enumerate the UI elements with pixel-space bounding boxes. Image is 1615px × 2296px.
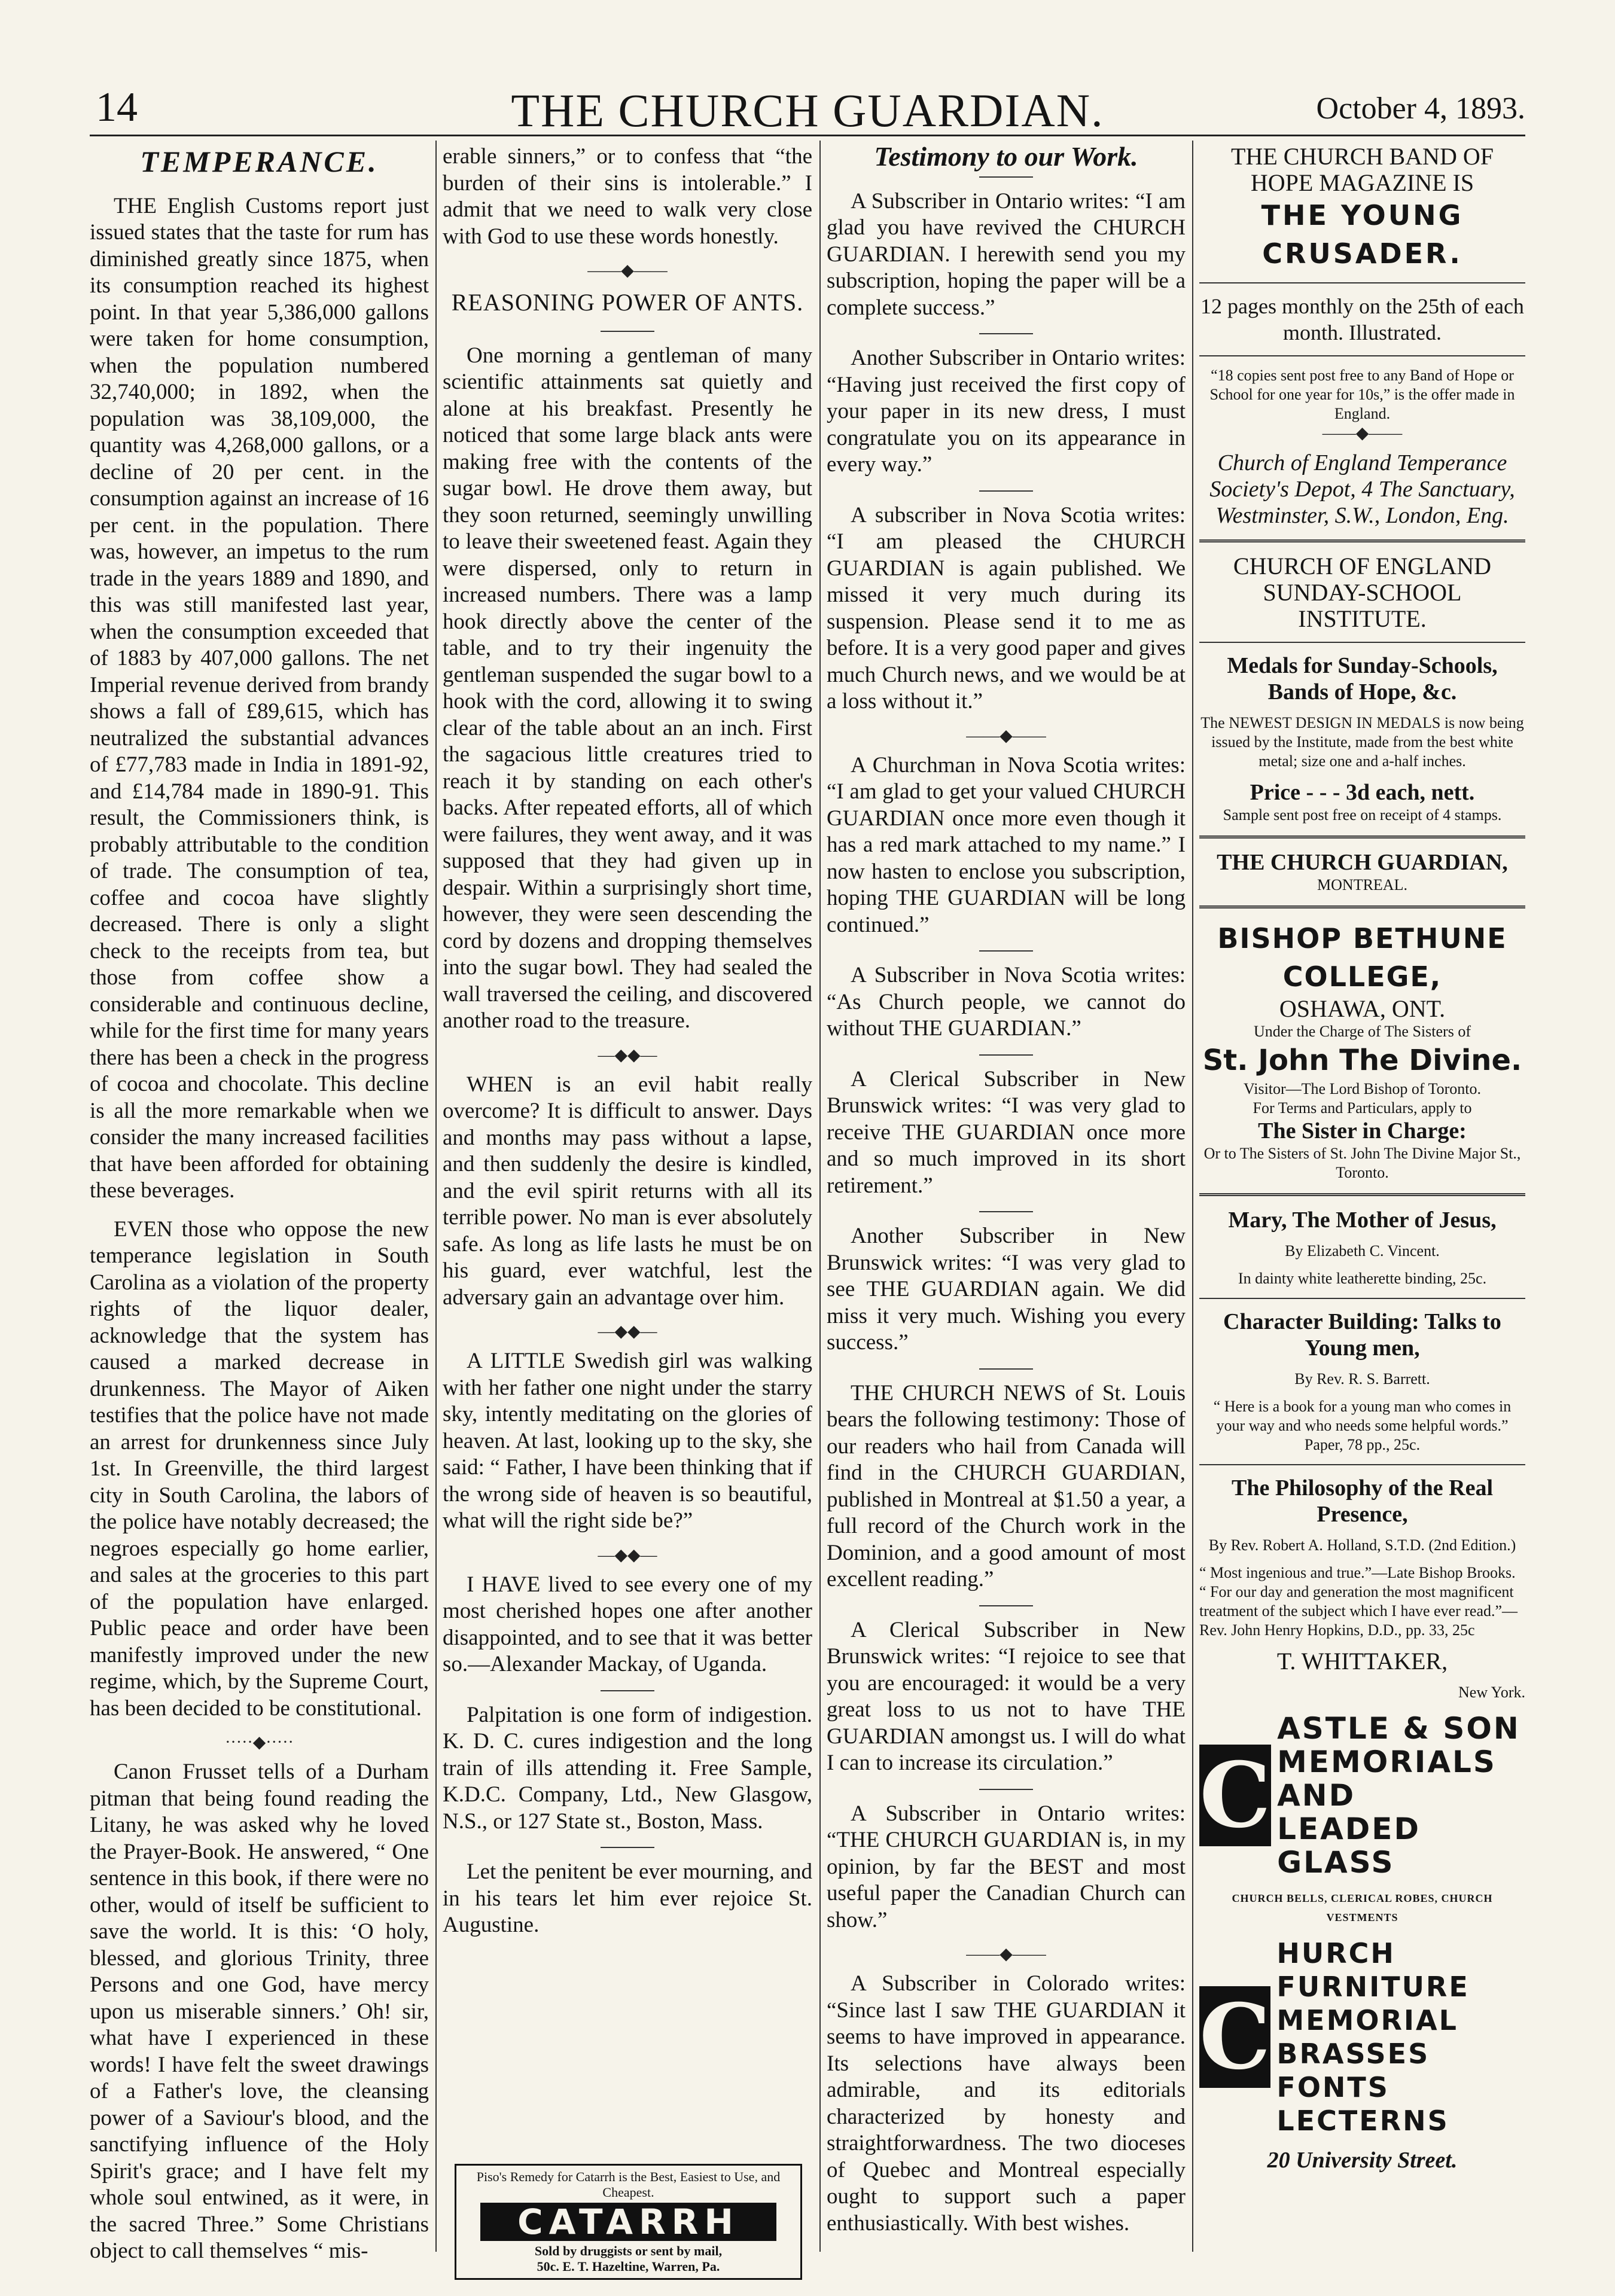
page-header bbox=[90, 84, 1525, 138]
church-guardian-name: THE CHURCH GUARDIAN, bbox=[1217, 850, 1508, 875]
testimony-item: A Clerical Subscriber in New Brunswick writes: “I was very glad to receive THE GUARDIAN once more and so much improved in its short retirement.” bbox=[827, 1066, 1186, 1198]
ad-rule bbox=[1199, 282, 1525, 283]
ad-rule bbox=[1199, 642, 1525, 643]
ad-rule bbox=[1199, 1298, 1525, 1299]
testimony-item: A Subscriber in Nova Scotia writes: “As Church people, we cannot do without THE GUARDIAN.” bbox=[827, 963, 1186, 1041]
short-rule bbox=[979, 1605, 1033, 1606]
header-rule bbox=[90, 135, 1525, 136]
article-paragraph: Canon Frusset tells of a Durham pitman that being found reading the Litany, he was asked why he loved the Prayer-Book. He answered, “ One sentence in this book, if there were no other, would of itself be sufficient to save the world. It is this: ‘O holy, blessed, and glorious Trinity, three Persons and one God, have mercy upon us miserable sinners.’ Oh! sir, what have I experienced in these words! I have felt the sweet drawings of a Father's love, the cleansing power of a Saviour's blood, and the sanctifying influence of the Holy Spirit's grace; and I have felt my whole soul entwined, as it were, in the sacred Three.” Some Christians object to call themselves “ mis- bbox=[90, 1760, 429, 2263]
short-rule bbox=[979, 1054, 1033, 1056]
castle-address: 20 University Street. bbox=[1267, 2148, 1458, 2173]
ad-double-rule bbox=[1199, 539, 1525, 542]
short-rule bbox=[979, 490, 1033, 492]
ad-rule bbox=[1199, 1464, 1525, 1465]
temperance-heading: TEMPERANCE. bbox=[140, 145, 379, 178]
furniture-lines bbox=[1276, 1937, 1525, 2138]
oshawa-label: OSHAWA, ONT. bbox=[1279, 995, 1446, 1022]
catarrh-sold-by: Sold by druggists or sent by mail, bbox=[534, 2243, 723, 2258]
testimony-item: A Subscriber in Ontario writes: “I am glad you have revived the CHURCH GUARDIAN. I herewith send you my subscription, hoping the paper will be a complete success.” bbox=[827, 188, 1186, 320]
short-rule bbox=[979, 333, 1033, 334]
column-advertisements bbox=[1199, 144, 1525, 2173]
separator-ornament: ——◆—— bbox=[587, 261, 668, 280]
separator-ornament: ——◆—— bbox=[966, 1945, 1046, 1963]
band-of-hope-offer: “18 copies sent post free to any Band of Hope or School for one year for 10s,” is the offer made in England. bbox=[1209, 367, 1515, 422]
short-rule bbox=[979, 1211, 1033, 1212]
testimony-item: A Subscriber in Ontario writes: “THE CHURCH GUARDIAN is, in my opinion, by far the BEST and most useful paper the Canadian Church can show.” bbox=[827, 1801, 1186, 1932]
article-paragraph: WHEN is an evil habit really overcome? It is difficult to answer. Days and months may pass without a lapse, and then suddenly the desire is kindled, and the evil spirit returns with all its terrible power. No man is ever absolutely safe. As long as life lasts he must be on his guard, ever watchful, lest the adversary gain an advantage over him. bbox=[443, 1072, 812, 1310]
short-rule bbox=[601, 331, 654, 332]
book-title-mary: Mary, The Mother of Jesus, bbox=[1228, 1208, 1497, 1233]
band-of-hope-title: THE CHURCH BAND OF HOPE MAGAZINE IS bbox=[1231, 143, 1494, 196]
castle-line-3: LEADED GLASS bbox=[1277, 1812, 1421, 1880]
furniture-line-1: HURCH FURNITURE bbox=[1276, 1937, 1470, 2003]
separator-ornament: ·····◆····· bbox=[225, 1733, 294, 1752]
short-rule bbox=[979, 1368, 1033, 1370]
short-rule bbox=[601, 1847, 654, 1848]
sunday-school-institute-title: CHURCH OF ENGLAND SUNDAY-SCHOOL INSTITUTE. bbox=[1233, 553, 1492, 632]
testimony-item: A Churchman in Nova Scotia writes: “I am glad to get your valued CHURCH GUARDIAN once more even though it has a red mark attached to my name.” I now hasten to enclose you subscription, hoping THE GUARDIAN will be long continued.” bbox=[827, 752, 1186, 937]
page-number: 14 bbox=[96, 84, 138, 130]
testimony-item: A Clerical Subscriber in New Brunswick writes: “I rejoice to see that you are encouraged: it would be a very great loss to us not to have THE GUARDIAN amongst us. I will do what I can to increase its circulation.” bbox=[827, 1617, 1186, 1775]
ad-rule bbox=[1199, 355, 1525, 356]
publisher-whittaker: T. WHITTAKER, bbox=[1276, 1648, 1448, 1675]
castle-line-2: MEMORIALS AND bbox=[1277, 1745, 1497, 1813]
catarrh-tagline: Piso's Remedy for Catarrh is the Best, Easiest to Use, and Cheapest. bbox=[476, 2169, 781, 2200]
testimony-item: THE CHURCH NEWS of St. Louis bears the following testimony: Those of our readers who hail from Canada will find in the CHURCH GUARDIAN, published in Montreal at $1.50 a year, a full record of the Church work in the Dominion, and a good amount of most excellent reading.” bbox=[827, 1380, 1186, 1591]
article-paragraph: EVEN those who oppose the new temperance legislation in South Carolina as a violation of the property rights of the liquor dealer, acknowledge that the system has caused a marked decrease in drunkenness. The Mayor of Aiken testifies that the police have not made an arrest for drunkenness since July 1st. In Greenville, the third largest city in South Carolina, the labors of the police have notably decreased; the negroes especially go home earlier, and sales at the groceries to this part of the population have enlarged. Public peace and order have been manifestly improved under the new regime, which, by the Supreme Court, has been decided to be constitutional. bbox=[90, 1216, 429, 1721]
short-rule bbox=[979, 1789, 1033, 1790]
temperance-society-depot: Church of England Temperance Society's Depot, 4 The Sanctuary, Westminster, S.W., London, Eng. bbox=[1209, 450, 1515, 528]
testimony-item: Another Subscriber in New Brunswick writes: “I was very glad to see THE GUARDIAN again. We did miss it very much. Wishing you every success.” bbox=[827, 1224, 1186, 1355]
article-paragraph: THE English Customs report just issued states that the taste for rum has diminished greatly since 1875, when its consumption reached its highest point. In that year 5,386,000 gallons were taken for home consumption, when the population numbered 32,740,000; in 1892, when the population was 38,109,000, the quantity was 4,268,000 gallons, or a decline of 20 per cent. in the consumption against an increase of 16 per cent. in the population. There was, however, an impetus to the rum trade in the years 1889 and 1890, and this was still manifested last year, when the consumption exceeded that of 1883 by 407,000 gallons. The net Imperial revenue derived from brandy shows a fall of £89,615, which has neutralized the substantial advances of £77,783 made in India in 1891-92, and £14,784 made in 1890-91. This result, the Commissioners think, is probably attributable to the condition of trade. The consumption of tea, coffee and cocoa have slightly decreased. There is only a slight check to the receipts from tea, but those from coffee show a considerable and continuous decline, while for the first time for many years there has been a check in the progress of cocoa and chocolate. This decline is all the more remarkable when we consider the many increased facilities that have been afforded for obtaining these beverages. bbox=[90, 193, 429, 1203]
ad-double-rule bbox=[1199, 836, 1525, 838]
furniture-line-2: MEMORIAL BRASSES bbox=[1276, 2004, 1458, 2070]
ad-double-rule bbox=[1199, 1193, 1525, 1196]
article-paragraph: A LITTLE Swedish girl was walking with her father one night under the starry sky, intently meditating on the glories of heaven. At last, looking up to the sky, she said: “ Father, I have been thinking that if the wrong side of heaven is so beautiful, what will the right side be?” bbox=[443, 1349, 812, 1533]
castle-initial: C bbox=[1199, 1743, 1271, 1848]
separator-ornament: ——◆—— bbox=[966, 726, 1046, 745]
sister-in-charge: The Sister in Charge: bbox=[1258, 1118, 1467, 1144]
short-rule bbox=[979, 176, 1033, 178]
catarrh-title: CATARRH bbox=[480, 2203, 776, 2241]
castle-lines bbox=[1277, 1712, 1525, 1879]
catarrh-price: 50c. E. T. Hazeltine, Warren, Pa. bbox=[537, 2259, 720, 2274]
article-paragraph: Palpitation is one form of indigestion. K. D. C. cures indigestion and the long train of ills attending it. Free Sample, K.D.C. Company, Ltd., New Glasgow, N.S., or 127 State st., Boston, Mass. bbox=[443, 1702, 812, 1834]
book-quote-hopkins: “ For our day and generation the most magnificent treatment of the subject which I have ever read.”—Rev. John Henry Hopkins, D.D., pp. 33, 25c bbox=[1199, 1583, 1518, 1639]
sisters-address: Or to The Sisters of St. John The Divine Major St., Toronto. bbox=[1203, 1145, 1521, 1181]
castle-son-logo bbox=[1199, 1712, 1525, 1879]
book-desc-character: “ Here is a book for a young man who comes in your way and who needs some helpful words.” Paper, 78 pp., 25c. bbox=[1213, 1398, 1512, 1453]
college-visitor: Visitor—The Lord Bishop of Toronto. bbox=[1244, 1080, 1481, 1097]
medals-description: The NEWEST DESIGN IN MEDALS is now being issued by the Institute, made from the best white metal; size one and a-half inches. bbox=[1200, 714, 1524, 770]
column-divider bbox=[819, 141, 821, 2252]
testimony-heading: Testimony to our Work. bbox=[874, 141, 1138, 172]
book-desc-mary: In dainty white leatherette binding, 25c. bbox=[1238, 1270, 1487, 1287]
book-quote-brooks: “ Most ingenious and true.”—Late Bishop Brooks. bbox=[1199, 1564, 1516, 1581]
publisher-city: New York. bbox=[1458, 1684, 1525, 1701]
catarrh-advertisement bbox=[455, 2164, 802, 2280]
book-title-character: Character Building: Talks to Young men, bbox=[1223, 1309, 1501, 1361]
separator-ornament: —◆◆— bbox=[598, 1045, 657, 1065]
separator-ornament: —◆◆— bbox=[598, 1545, 657, 1565]
article-paragraph: Let the penitent be ever mourning, and in his tears let him ever rejoice St. Augustine. bbox=[443, 1859, 812, 1937]
ants-heading: REASONING POWER OF ANTS. bbox=[451, 289, 804, 316]
testimony-item: Another Subscriber in Ontario writes: “Having just received the first copy of your paper in its new dress, I must congratulate you on its appearance in every way.” bbox=[827, 346, 1186, 477]
separator-ornament: ——◆—— bbox=[1322, 424, 1403, 443]
issue-date: October 4, 1893. bbox=[1316, 92, 1525, 126]
college-terms: For Terms and Particulars, apply to bbox=[1253, 1099, 1472, 1117]
montreal-label: MONTREAL. bbox=[1317, 876, 1407, 894]
medals-heading: Medals for Sunday-Schools, Bands of Hope, &c. bbox=[1227, 653, 1498, 705]
article-paragraph: I HAVE lived to see every one of my most cherished hopes one after another disappointed, and to see that it was better so.—Alexander Mackay, of Uganda. bbox=[443, 1572, 812, 1676]
article-paragraph: One morning a gentleman of many scientific attainments sat quietly and alone at his breakfast. Presently he noticed that some large black ants were making free with the contents of the sugar bowl. He drove them away, but they soon returned, seemingly unwilling to leave their sweetened feast. Again they were dispersed, only to return in increased numbers. There was a lamp hook directly above the center of the table, and to try their ingenuity the gentleman suspended the sugar bowl to a hook with the cord, allowing it to swing clear of the table about an an inch. First the sagacious little creatures tried to reach it by standing on each other's backs. After repeated efforts, all of which were failures, they went away, and it was supposed that they had given up in despair. Within a surprisingly short time, however, they were seen descending the cord by dozens and dropping themselves into the sugar bowl. They had sealed the wall traversed the ceiling, and discovered another road to the treasure. bbox=[443, 343, 812, 1033]
masthead: THE CHURCH GUARDIAN. bbox=[511, 84, 1104, 136]
ad-double-rule bbox=[1199, 905, 1525, 908]
book-title-philosophy: The Philosophy of the Real Presence, bbox=[1231, 1475, 1494, 1527]
column-ants bbox=[443, 144, 812, 1951]
band-of-hope-description: 12 pages monthly on the 25th of each month. Illustrated. bbox=[1200, 294, 1524, 344]
st-john-title: St. John The Divine. bbox=[1202, 1044, 1522, 1077]
castle-services: CHURCH BELLS, CLERICAL ROBES, CHURCH VESTMENTS bbox=[1232, 1892, 1493, 1923]
separator-ornament: —◆◆— bbox=[598, 1322, 657, 1341]
column-divider bbox=[1192, 141, 1193, 2252]
column-divider bbox=[435, 141, 437, 2252]
article-paragraph: erable sinners,” or to confess that “the burden of their sins is intolerable.” I admit that we need to walk very close with God to use these words honestly. bbox=[443, 144, 812, 249]
castle-line-1: ASTLE & SON bbox=[1277, 1711, 1520, 1746]
young-crusader-title: THE YOUNG CRUSADER. bbox=[1261, 199, 1464, 270]
college-charge: Under the Charge of The Sisters of bbox=[1254, 1023, 1471, 1040]
bishop-bethune-title: BISHOP BETHUNE COLLEGE, bbox=[1217, 922, 1507, 993]
church-furniture-logo bbox=[1199, 1937, 1525, 2138]
short-rule bbox=[979, 950, 1033, 952]
column-temperance bbox=[90, 144, 429, 2277]
testimony-item: A Subscriber in Colorado writes: “Since last I saw THE GUARDIAN it seems to have improved in appearance. Its selections have always been admirable, and its editorials characterized by honesty and straightforwardness. The two dioceses of Quebec and Montreal especially ought to support such a paper enthusiastically. With best wishes. bbox=[827, 1971, 1186, 2236]
column-testimony bbox=[827, 141, 1186, 2249]
book-author-mary: By Elizabeth C. Vincent. bbox=[1285, 1242, 1440, 1260]
book-author-philosophy: By Rev. Robert A. Holland, S.T.D. (2nd Edition.) bbox=[1208, 1536, 1516, 1554]
sample-note: Sample sent post free on receipt of 4 stamps. bbox=[1223, 806, 1502, 824]
short-rule bbox=[601, 1690, 654, 1691]
furniture-line-3: FONTS LECTERNS bbox=[1276, 2071, 1449, 2137]
book-author-character: By Rev. R. S. Barrett. bbox=[1294, 1370, 1430, 1388]
testimony-item: A subscriber in Nova Scotia writes: “I am pleased the CHURCH GUARDIAN is again published. We missed it very much during its suspension. Please send it to me as before. It is a very good paper and gives much Church news, and we would be at a loss without it.” bbox=[827, 502, 1186, 714]
medals-price: Price - - - 3d each, nett. bbox=[1250, 780, 1475, 805]
furniture-initial: C bbox=[1199, 1984, 1271, 2090]
